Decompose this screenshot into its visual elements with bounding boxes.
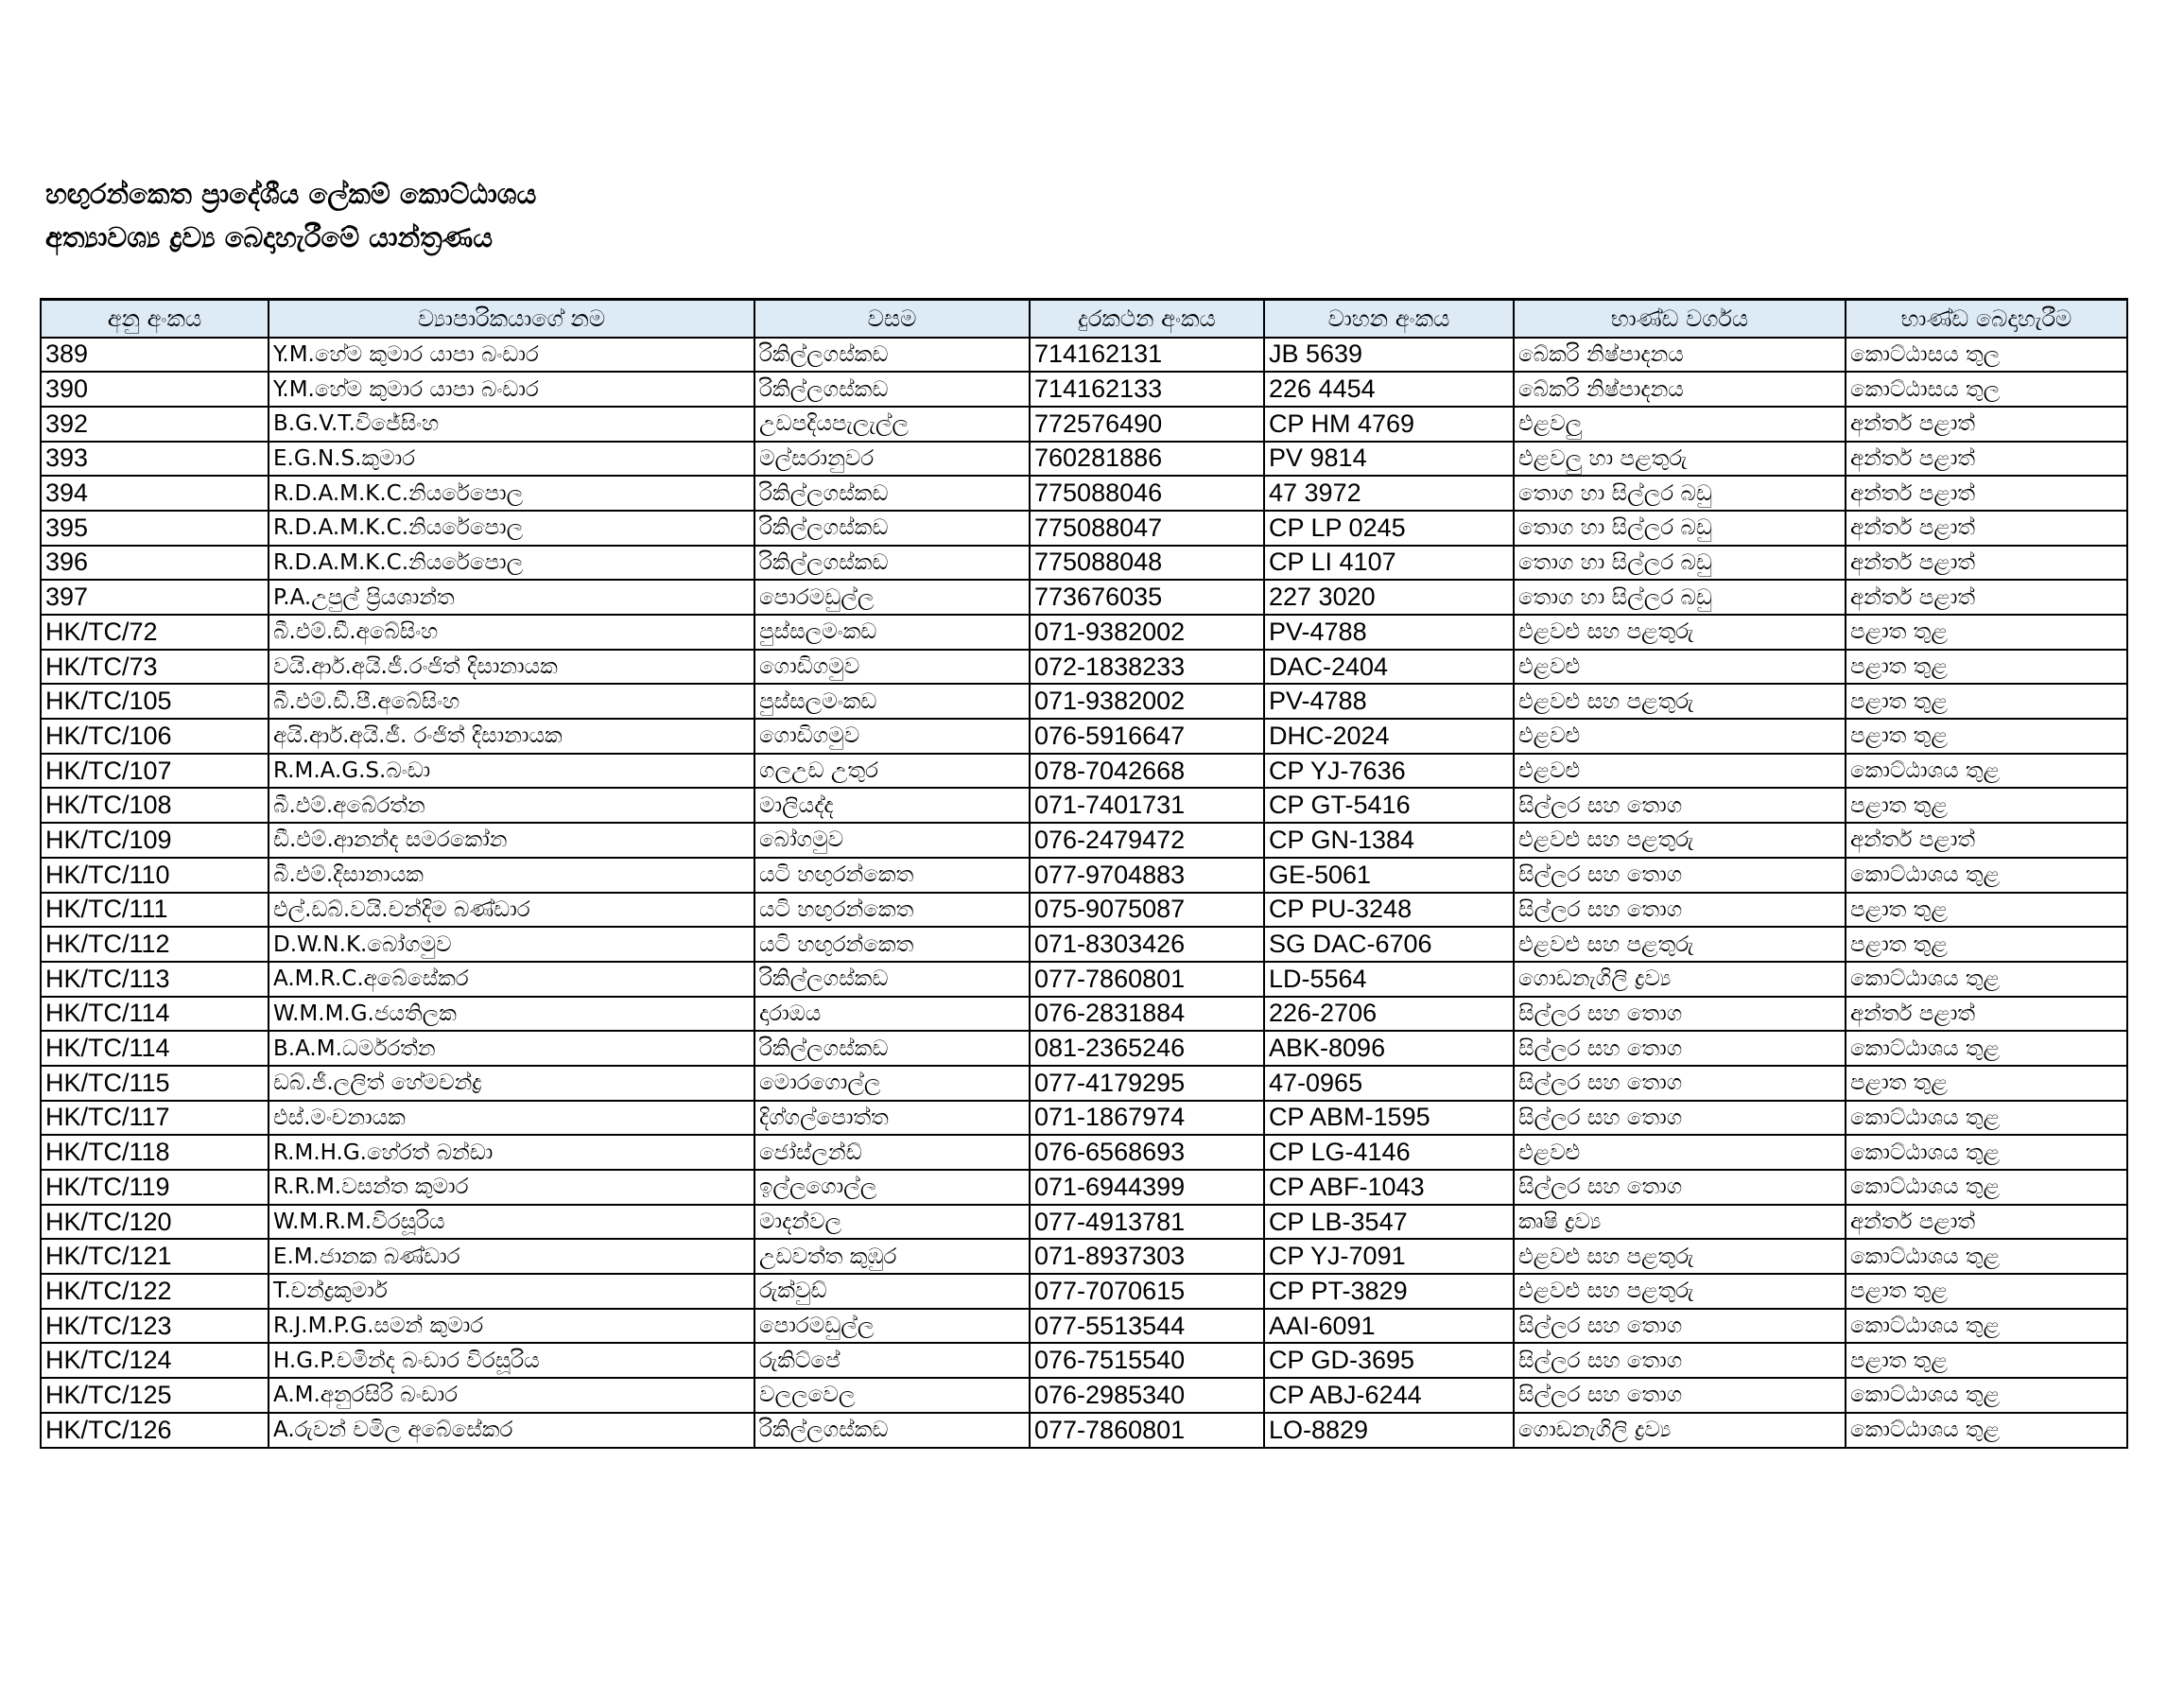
domain-area-cell: පුස්සලමංකඩ bbox=[754, 684, 1030, 719]
vehicle-number-cell: CP LG-4146 bbox=[1264, 1135, 1514, 1170]
goods-type-cell: එළවළු සහ පළතුරු bbox=[1514, 927, 1846, 962]
phone-number-cell: 077-7860801 bbox=[1030, 1413, 1264, 1448]
header-domain-area: වසම bbox=[754, 300, 1030, 338]
serial-number-cell: HK/TC/73 bbox=[41, 650, 269, 685]
goods-type-cell: තොග හා සිල්ලර බඩු bbox=[1514, 546, 1846, 581]
phone-number-cell: 714162133 bbox=[1030, 372, 1264, 407]
phone-number-cell: 077-4913781 bbox=[1030, 1205, 1264, 1240]
phone-number-cell: 076-5916647 bbox=[1030, 719, 1264, 754]
distribution-cell: පළාත තුළ bbox=[1846, 615, 2127, 650]
distribution-cell: අන්තර් පළාත් bbox=[1846, 997, 2127, 1032]
vehicle-number-cell: LD-5564 bbox=[1264, 962, 1514, 997]
goods-type-cell: බේකරි නිෂ්පාදනය bbox=[1514, 372, 1846, 407]
serial-number-cell: HK/TC/121 bbox=[41, 1239, 269, 1274]
distribution-cell: කොට්ඨාසය තුල bbox=[1846, 372, 2127, 407]
serial-number-cell: HK/TC/108 bbox=[41, 788, 269, 823]
distribution-cell: අන්තර් පළාත් bbox=[1846, 511, 2127, 546]
vehicle-number-cell: CP YJ-7636 bbox=[1264, 754, 1514, 789]
trader-name-cell: බී.එම්.දිසානායක bbox=[269, 858, 754, 893]
serial-number-cell: HK/TC/106 bbox=[41, 719, 269, 754]
table-row bbox=[41, 546, 2127, 581]
distribution-cell: කොට්ඨාශය තුළ bbox=[1846, 1309, 2127, 1344]
phone-number-cell: 076-6568693 bbox=[1030, 1135, 1264, 1170]
domain-area-cell: රිකිල්ලගස්කඩ bbox=[754, 962, 1030, 997]
header-row bbox=[41, 300, 2127, 338]
goods-type-cell: සිල්ලර සහ තොග bbox=[1514, 1101, 1846, 1136]
table-row bbox=[41, 580, 2127, 615]
trader-name-cell: R.R.M.වසන්ත කුමාර bbox=[269, 1170, 754, 1205]
trader-name-cell: Y.M.හේම කුමාර යාපා බංඩාර bbox=[269, 372, 754, 407]
domain-area-cell: යටි හඟුරන්කෙත bbox=[754, 893, 1030, 928]
mechanism-title: අත්‍යාවශ්‍ය ද්‍රව්‍ය බෙදාහැරීමේ යාන්ත්‍රණය bbox=[45, 221, 494, 253]
domain-area-cell: ඉල්ලගොල්ල bbox=[754, 1170, 1030, 1205]
phone-number-cell: 714162131 bbox=[1030, 338, 1264, 373]
domain-area-cell: ජෝස්ලන්ඩ් bbox=[754, 1135, 1030, 1170]
trader-name-cell: E.M.ජානක බණ්ඩාර bbox=[269, 1239, 754, 1274]
vehicle-number-cell: 47-0965 bbox=[1264, 1066, 1514, 1101]
goods-type-cell: සිල්ලර සහ තොග bbox=[1514, 788, 1846, 823]
serial-number-cell: HK/TC/114 bbox=[41, 1031, 269, 1066]
domain-area-cell: වලලවෙල bbox=[754, 1378, 1030, 1413]
phone-number-cell: 072-1838233 bbox=[1030, 650, 1264, 685]
phone-number-cell: 071-9382002 bbox=[1030, 684, 1264, 719]
vehicle-number-cell: PV-4788 bbox=[1264, 684, 1514, 719]
phone-number-cell: 772576490 bbox=[1030, 407, 1264, 442]
phone-number-cell: 773676035 bbox=[1030, 580, 1264, 615]
distribution-cell: අන්තර් පළාත් bbox=[1846, 407, 2127, 442]
serial-number-cell: HK/TC/119 bbox=[41, 1170, 269, 1205]
vehicle-number-cell: AAI-6091 bbox=[1264, 1309, 1514, 1344]
domain-area-cell: මල්සරානුවර bbox=[754, 442, 1030, 477]
vehicle-number-cell: PV 9814 bbox=[1264, 442, 1514, 477]
serial-number-cell: HK/TC/72 bbox=[41, 615, 269, 650]
serial-number-cell: 395 bbox=[41, 511, 269, 546]
trader-name-cell: B.A.M.ධර්මරත්න bbox=[269, 1031, 754, 1066]
phone-number-cell: 077-4179295 bbox=[1030, 1066, 1264, 1101]
goods-type-cell: සිල්ලර සහ තොග bbox=[1514, 893, 1846, 928]
serial-number-cell: HK/TC/110 bbox=[41, 858, 269, 893]
domain-area-cell: මාලියද්ද bbox=[754, 788, 1030, 823]
serial-number-cell: HK/TC/111 bbox=[41, 893, 269, 928]
distribution-cell: කොට්ඨාශය තුළ bbox=[1846, 1101, 2127, 1136]
goods-type-cell: එළවළු සහ පළතුරු bbox=[1514, 615, 1846, 650]
goods-type-cell: කෘෂි ද්‍රව්‍ය bbox=[1514, 1205, 1846, 1240]
domain-area-cell: රිකිල්ලගස්කඩ bbox=[754, 1031, 1030, 1066]
distribution-cell: කොට්ඨාසය තුල bbox=[1846, 338, 2127, 373]
distribution-cell: අන්තර් පළාත් bbox=[1846, 476, 2127, 511]
vehicle-number-cell: 226 4454 bbox=[1264, 372, 1514, 407]
header-vehicle-number: වාහන අංකය bbox=[1264, 300, 1514, 338]
vehicle-number-cell: CP GN-1384 bbox=[1264, 823, 1514, 858]
trader-name-cell: R.D.A.M.K.C.නියරේපොල bbox=[269, 476, 754, 511]
goods-type-cell: ගොඩනැගිලි ද්‍රව්‍ය bbox=[1514, 1413, 1846, 1448]
serial-number-cell: HK/TC/107 bbox=[41, 754, 269, 789]
goods-type-cell: තොග හා සිල්ලර බඩු bbox=[1514, 511, 1846, 546]
vehicle-number-cell: CP ABM-1595 bbox=[1264, 1101, 1514, 1136]
table-row bbox=[41, 1343, 2127, 1378]
domain-area-cell: පුස්සලමංකඩ bbox=[754, 615, 1030, 650]
domain-area-cell: දාරාඔය bbox=[754, 997, 1030, 1032]
goods-type-cell: එළවළු bbox=[1514, 719, 1846, 754]
goods-type-cell: සිල්ලර සහ තොග bbox=[1514, 1343, 1846, 1378]
vehicle-number-cell: LO-8829 bbox=[1264, 1413, 1514, 1448]
goods-type-cell: එළවළු bbox=[1514, 1135, 1846, 1170]
distribution-cell: අන්තර් පළාත් bbox=[1846, 580, 2127, 615]
domain-area-cell: මොරගොල්ල bbox=[754, 1066, 1030, 1101]
goods-type-cell: එළවළු සහ පළතුරු bbox=[1514, 684, 1846, 719]
serial-number-cell: HK/TC/123 bbox=[41, 1309, 269, 1344]
goods-type-cell: සිල්ලර සහ තොග bbox=[1514, 1170, 1846, 1205]
vehicle-number-cell: 227 3020 bbox=[1264, 580, 1514, 615]
goods-type-cell: එළවලු bbox=[1514, 407, 1846, 442]
goods-type-cell: සිල්ලර සහ තොග bbox=[1514, 997, 1846, 1032]
table-row bbox=[41, 1274, 2127, 1309]
domain-area-cell: රිකිල්ලගස්කඩ bbox=[754, 372, 1030, 407]
distribution-cell: අන්තර් පළාත් bbox=[1846, 546, 2127, 581]
vehicle-number-cell: CP GD-3695 bbox=[1264, 1343, 1514, 1378]
serial-number-cell: HK/TC/117 bbox=[41, 1101, 269, 1136]
trader-name-cell: A.M.R.C.අබේසේකර bbox=[269, 962, 754, 997]
table-row bbox=[41, 823, 2127, 858]
goods-type-cell: තොග හා සිල්ලර බඩු bbox=[1514, 580, 1846, 615]
trader-name-cell: එල්.ඩබ්.වයි.චන්දිම බණ්ඩාර bbox=[269, 893, 754, 928]
domain-area-cell: උඩපදියපැලැල්ල bbox=[754, 407, 1030, 442]
vehicle-number-cell: 226-2706 bbox=[1264, 997, 1514, 1032]
trader-name-cell: R.D.A.M.K.C.නියරේපොල bbox=[269, 546, 754, 581]
domain-area-cell: යටි හඟුරන්කෙත bbox=[754, 858, 1030, 893]
serial-number-cell: HK/TC/112 bbox=[41, 927, 269, 962]
phone-number-cell: 076-2831884 bbox=[1030, 997, 1264, 1032]
trader-name-cell: R.M.A.G.S.බංඩා bbox=[269, 754, 754, 789]
phone-number-cell: 081-2365246 bbox=[1030, 1031, 1264, 1066]
domain-area-cell: යටි හඟුරන්කෙත bbox=[754, 927, 1030, 962]
domain-area-cell: පොරමඩුල්ල bbox=[754, 1309, 1030, 1344]
header-serial-number: අනු අංකය bbox=[41, 300, 269, 338]
trader-name-cell: R.D.A.M.K.C.නියරේපොල bbox=[269, 511, 754, 546]
phone-number-cell: 775088047 bbox=[1030, 511, 1264, 546]
vehicle-number-cell: CP HM 4769 bbox=[1264, 407, 1514, 442]
domain-area-cell: ගොඩිගමුව bbox=[754, 719, 1030, 754]
vehicle-number-cell: ABK-8096 bbox=[1264, 1031, 1514, 1066]
domain-area-cell: උඩවත්ත කුඹුර bbox=[754, 1239, 1030, 1274]
trader-name-cell: බී.එම්.ඩී.පී.අබේසිංහ bbox=[269, 684, 754, 719]
goods-type-cell: එළවළු සහ පළතුරු bbox=[1514, 1239, 1846, 1274]
trader-name-cell: P.A.උපුල් ප්‍රියශාන්ත bbox=[269, 580, 754, 615]
goods-type-cell: එළවලු හා පළතුරු bbox=[1514, 442, 1846, 477]
table-row bbox=[41, 1378, 2127, 1413]
serial-number-cell: HK/TC/115 bbox=[41, 1066, 269, 1101]
trader-name-cell: W.M.M.G.ජයතිලක bbox=[269, 997, 754, 1032]
vehicle-number-cell: CP YJ-7091 bbox=[1264, 1239, 1514, 1274]
table-row bbox=[41, 893, 2127, 928]
phone-number-cell: 077-7860801 bbox=[1030, 962, 1264, 997]
vehicle-number-cell: CP GT-5416 bbox=[1264, 788, 1514, 823]
phone-number-cell: 076-2479472 bbox=[1030, 823, 1264, 858]
table-row bbox=[41, 372, 2127, 407]
goods-type-cell: එළවළු bbox=[1514, 650, 1846, 685]
vehicle-number-cell: GE-5061 bbox=[1264, 858, 1514, 893]
header-goods-type: භාණ්ඩ වර්ගය bbox=[1514, 300, 1846, 338]
distribution-cell: කොට්ඨාශය තුළ bbox=[1846, 1378, 2127, 1413]
trader-name-cell: T.චන්ද්‍රකුමාර් bbox=[269, 1274, 754, 1309]
goods-type-cell: සිල්ලර සහ තොග bbox=[1514, 1378, 1846, 1413]
trader-name-cell: ඩබ්.ජී.ලලිත් හේමචන්ද්‍ර bbox=[269, 1066, 754, 1101]
document-heading bbox=[45, 172, 536, 259]
phone-number-cell: 071-1867974 bbox=[1030, 1101, 1264, 1136]
vehicle-number-cell: CP ABF-1043 bbox=[1264, 1170, 1514, 1205]
trader-name-cell: ඩී.එම්.ආනන්ද සමරකෝන bbox=[269, 823, 754, 858]
table-row bbox=[41, 1413, 2127, 1448]
distribution-cell: කොට්ඨාශය තුළ bbox=[1846, 1031, 2127, 1066]
phone-number-cell: 076-7515540 bbox=[1030, 1343, 1264, 1378]
header-trader-name: ව්‍යාපාරිකයාගේ නම bbox=[269, 300, 754, 338]
vehicle-number-cell: PV-4788 bbox=[1264, 615, 1514, 650]
office-title: හඟුරන්කෙත ප්‍රාදේශීය ලේකම් කොට්ඨාශය bbox=[45, 178, 537, 210]
trader-name-cell: R.J.M.P.G.සමන් කුමාර bbox=[269, 1309, 754, 1344]
vehicle-number-cell: CP ABJ-6244 bbox=[1264, 1378, 1514, 1413]
serial-number-cell: HK/TC/118 bbox=[41, 1135, 269, 1170]
distribution-cell: කොට්ඨාශය තුළ bbox=[1846, 754, 2127, 789]
distribution-cell: කොට්ඨාශය තුළ bbox=[1846, 858, 2127, 893]
serial-number-cell: 392 bbox=[41, 407, 269, 442]
distribution-cell: පළාත තුළ bbox=[1846, 1274, 2127, 1309]
domain-area-cell: දිග්ගල්පොත්ත bbox=[754, 1101, 1030, 1136]
table-header bbox=[41, 300, 2127, 338]
distribution-cell: අන්තර් පළාත් bbox=[1846, 1205, 2127, 1240]
goods-type-cell: බේකරි නිෂ්පාදනය bbox=[1514, 338, 1846, 373]
phone-number-cell: 775088046 bbox=[1030, 476, 1264, 511]
distribution-cell: කොට්ඨාශය තුළ bbox=[1846, 1239, 2127, 1274]
distribution-cell: පළාත තුළ bbox=[1846, 893, 2127, 928]
goods-type-cell: සිල්ලර සහ තොග bbox=[1514, 1309, 1846, 1344]
phone-number-cell: 071-7401731 bbox=[1030, 788, 1264, 823]
distribution-cell: පළාත තුළ bbox=[1846, 719, 2127, 754]
table-row bbox=[41, 1135, 2127, 1170]
trader-name-cell: A.M.අනුරසිරි බංඩාර bbox=[269, 1378, 754, 1413]
table-row bbox=[41, 1205, 2127, 1240]
phone-number-cell: 075-9075087 bbox=[1030, 893, 1264, 928]
table-row bbox=[41, 407, 2127, 442]
trader-name-cell: අයි.ආර්.අයි.ජී. රංජිත් දිසානායක bbox=[269, 719, 754, 754]
phone-number-cell: 071-8303426 bbox=[1030, 927, 1264, 962]
phone-number-cell: 077-7070615 bbox=[1030, 1274, 1264, 1309]
serial-number-cell: HK/TC/105 bbox=[41, 684, 269, 719]
table-row bbox=[41, 338, 2127, 373]
phone-number-cell: 775088048 bbox=[1030, 546, 1264, 581]
distribution-cell: අන්තර් පළාත් bbox=[1846, 442, 2127, 477]
vehicle-number-cell: 47 3972 bbox=[1264, 476, 1514, 511]
vehicle-number-cell: CP LP 0245 bbox=[1264, 511, 1514, 546]
header-distribution: භාණ්ඩ බෙදාහැරීම bbox=[1846, 300, 2127, 338]
distributor-table bbox=[40, 298, 2128, 1449]
distribution-cell: පළාත තුළ bbox=[1846, 650, 2127, 685]
table-row bbox=[41, 1239, 2127, 1274]
table-row bbox=[41, 511, 2127, 546]
serial-number-cell: 397 bbox=[41, 580, 269, 615]
trader-name-cell: A.රුවන් චමිල අබේසේකර bbox=[269, 1413, 754, 1448]
table-row bbox=[41, 615, 2127, 650]
domain-area-cell: රිකිල්ලගස්කඩ bbox=[754, 546, 1030, 581]
domain-area-cell: රුක්වුඩ් bbox=[754, 1274, 1030, 1309]
trader-name-cell: D.W.N.K.බෝගමුව bbox=[269, 927, 754, 962]
table-row bbox=[41, 1066, 2127, 1101]
trader-name-cell: වයි.ආර්.අයි.ජී.රංජිත් දිසානායක bbox=[269, 650, 754, 685]
domain-area-cell: රුකිට්පේ bbox=[754, 1343, 1030, 1378]
vehicle-number-cell: DAC-2404 bbox=[1264, 650, 1514, 685]
distribution-cell: පළාත තුළ bbox=[1846, 684, 2127, 719]
goods-type-cell: එළවළු සහ පළතුරු bbox=[1514, 823, 1846, 858]
trader-name-cell: R.M.H.G.හේරත් බන්ඩා bbox=[269, 1135, 754, 1170]
table-row bbox=[41, 754, 2127, 789]
table-row bbox=[41, 650, 2127, 685]
vehicle-number-cell: JB 5639 bbox=[1264, 338, 1514, 373]
table-row bbox=[41, 476, 2127, 511]
distribution-cell: පළාත තුළ bbox=[1846, 927, 2127, 962]
domain-area-cell: රිකිල්ලගස්කඩ bbox=[754, 511, 1030, 546]
serial-number-cell: HK/TC/109 bbox=[41, 823, 269, 858]
table-row bbox=[41, 858, 2127, 893]
distribution-cell: පළාත තුළ bbox=[1846, 788, 2127, 823]
distribution-cell: කොට්ඨාශය තුළ bbox=[1846, 1170, 2127, 1205]
trader-name-cell: බී.එම්.අබේරත්න bbox=[269, 788, 754, 823]
distribution-cell: පළාත තුළ bbox=[1846, 1066, 2127, 1101]
goods-type-cell: එළවළු bbox=[1514, 754, 1846, 789]
trader-name-cell: W.M.R.M.විරසූරිය bbox=[269, 1205, 754, 1240]
domain-area-cell: පොරමඩුල්ල bbox=[754, 580, 1030, 615]
domain-area-cell: ගොඩිගමුව bbox=[754, 650, 1030, 685]
serial-number-cell: 390 bbox=[41, 372, 269, 407]
vehicle-number-cell: CP LI 4107 bbox=[1264, 546, 1514, 581]
serial-number-cell: HK/TC/125 bbox=[41, 1378, 269, 1413]
table-row bbox=[41, 719, 2127, 754]
serial-number-cell: 396 bbox=[41, 546, 269, 581]
trader-name-cell: Y.M.හේම කුමාර යාපා බංඩාර bbox=[269, 338, 754, 373]
serial-number-cell: 394 bbox=[41, 476, 269, 511]
vehicle-number-cell: DHC-2024 bbox=[1264, 719, 1514, 754]
serial-number-cell: HK/TC/124 bbox=[41, 1343, 269, 1378]
serial-number-cell: 389 bbox=[41, 338, 269, 373]
goods-type-cell: එළවළු සහ පළතුරු bbox=[1514, 1274, 1846, 1309]
phone-number-cell: 071-6944399 bbox=[1030, 1170, 1264, 1205]
phone-number-cell: 760281886 bbox=[1030, 442, 1264, 477]
goods-type-cell: සිල්ලර සහ තොග bbox=[1514, 858, 1846, 893]
table-row bbox=[41, 962, 2127, 997]
trader-name-cell: B.G.V.T.විජේසිංහ bbox=[269, 407, 754, 442]
vehicle-number-cell: SG DAC-6706 bbox=[1264, 927, 1514, 962]
phone-number-cell: 071-9382002 bbox=[1030, 615, 1264, 650]
table-row bbox=[41, 927, 2127, 962]
domain-area-cell: මාදන්වල bbox=[754, 1205, 1030, 1240]
table-body bbox=[41, 338, 2127, 1448]
trader-name-cell: එස්.මංචනායක bbox=[269, 1101, 754, 1136]
domain-area-cell: රිකිල්ලගස්කඩ bbox=[754, 1413, 1030, 1448]
table-row bbox=[41, 1309, 2127, 1344]
distribution-cell: කොට්ඨාශය තුළ bbox=[1846, 1135, 2127, 1170]
goods-type-cell: සිල්ලර සහ තොග bbox=[1514, 1066, 1846, 1101]
serial-number-cell: HK/TC/114 bbox=[41, 997, 269, 1032]
phone-number-cell: 076-2985340 bbox=[1030, 1378, 1264, 1413]
distribution-cell: පළාත තුළ bbox=[1846, 1343, 2127, 1378]
phone-number-cell: 077-9704883 bbox=[1030, 858, 1264, 893]
serial-number-cell: HK/TC/113 bbox=[41, 962, 269, 997]
distribution-cell: කොට්ඨාශය තුළ bbox=[1846, 1413, 2127, 1448]
vehicle-number-cell: CP PU-3248 bbox=[1264, 893, 1514, 928]
table-row bbox=[41, 788, 2127, 823]
table-row bbox=[41, 1101, 2127, 1136]
phone-number-cell: 078-7042668 bbox=[1030, 754, 1264, 789]
phone-number-cell: 077-5513544 bbox=[1030, 1309, 1264, 1344]
table-row bbox=[41, 442, 2127, 477]
vehicle-number-cell: CP LB-3547 bbox=[1264, 1205, 1514, 1240]
trader-name-cell: බී.එම්.ඩී.අබේසිංහ bbox=[269, 615, 754, 650]
table-row bbox=[41, 1031, 2127, 1066]
trader-name-cell: H.G.P.චමින්ද බංඩාර විරසූරිය bbox=[269, 1343, 754, 1378]
phone-number-cell: 071-8937303 bbox=[1030, 1239, 1264, 1274]
distribution-cell: අන්තර් පළාත් bbox=[1846, 823, 2127, 858]
vehicle-number-cell: CP PT-3829 bbox=[1264, 1274, 1514, 1309]
serial-number-cell: HK/TC/120 bbox=[41, 1205, 269, 1240]
serial-number-cell: HK/TC/126 bbox=[41, 1413, 269, 1448]
domain-area-cell: ගලඋඩ උතුර bbox=[754, 754, 1030, 789]
table-row bbox=[41, 1170, 2127, 1205]
trader-name-cell: E.G.N.S.කුමාර bbox=[269, 442, 754, 477]
domain-area-cell: බෝගමුව bbox=[754, 823, 1030, 858]
goods-type-cell: තොග හා සිල්ලර බඩු bbox=[1514, 476, 1846, 511]
serial-number-cell: HK/TC/122 bbox=[41, 1274, 269, 1309]
table-row bbox=[41, 997, 2127, 1032]
domain-area-cell: රිකිල්ලගස්කඩ bbox=[754, 338, 1030, 373]
goods-type-cell: සිල්ලර සහ තොග bbox=[1514, 1031, 1846, 1066]
domain-area-cell: රිකිල්ලගස්කඩ bbox=[754, 476, 1030, 511]
table-row bbox=[41, 684, 2127, 719]
header-phone-number: දුරකථන අංකය bbox=[1030, 300, 1264, 338]
distribution-cell: කොට්ඨාශය තුළ bbox=[1846, 962, 2127, 997]
serial-number-cell: 393 bbox=[41, 442, 269, 477]
goods-type-cell: ගොඩනැගිලි ද්‍රව්‍ය bbox=[1514, 962, 1846, 997]
